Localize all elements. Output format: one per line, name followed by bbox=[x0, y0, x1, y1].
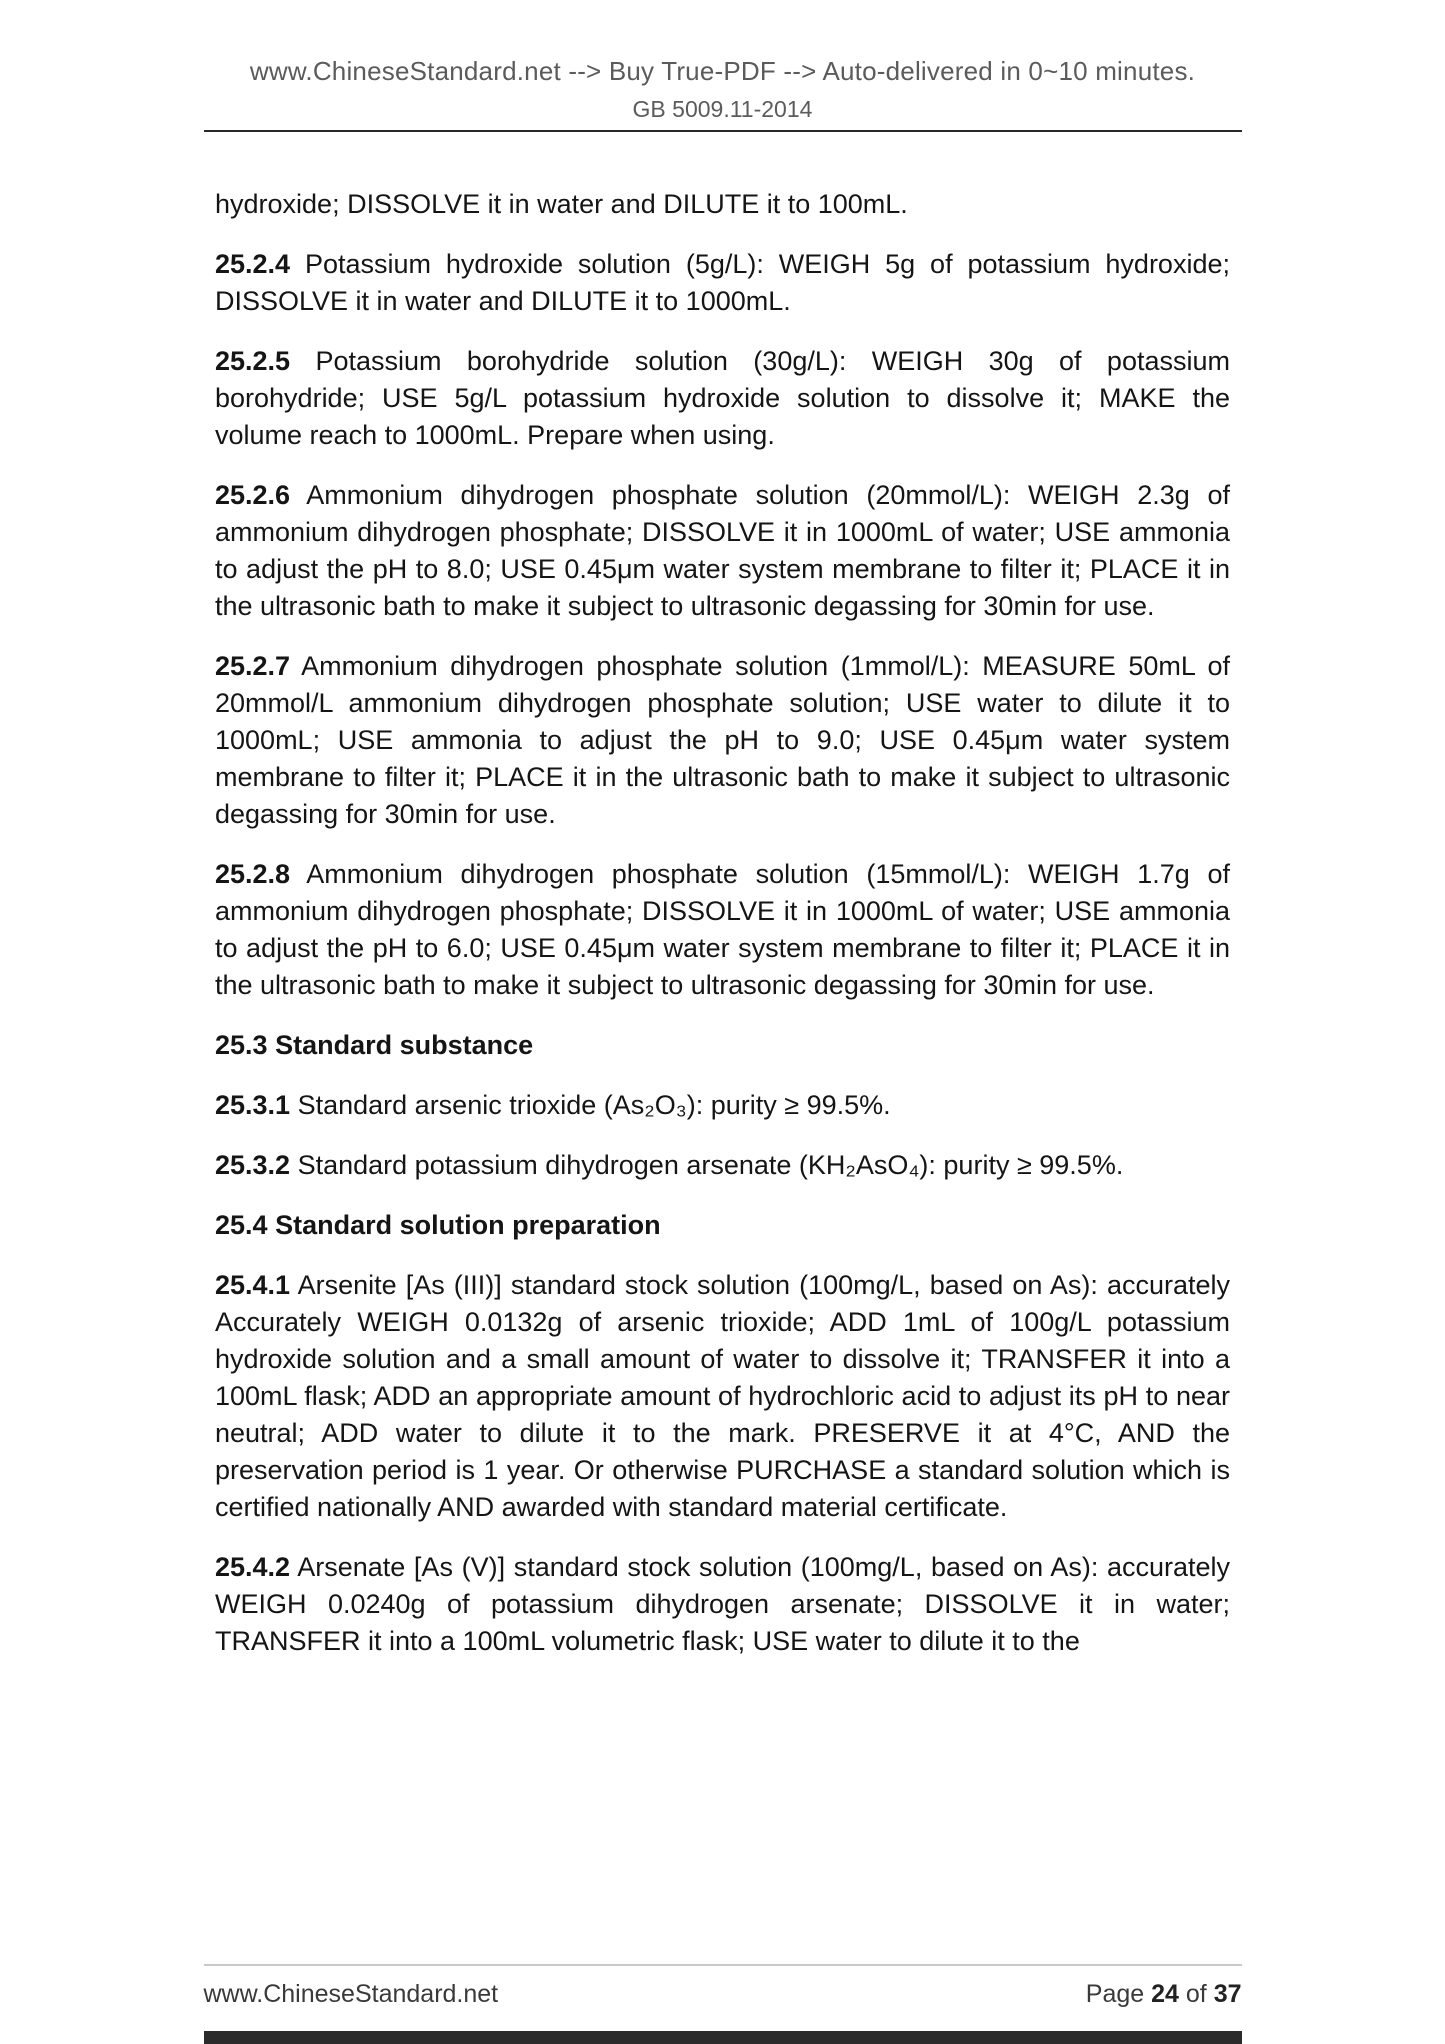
clause-number: 25.4 bbox=[215, 1210, 268, 1240]
heading-text: Standard substance bbox=[275, 1030, 534, 1060]
section-heading bbox=[215, 1027, 1230, 1064]
page-bottom-bar bbox=[204, 2031, 1242, 2044]
paragraph-text: Ammonium dihydrogen phosphate solution (15mmol/L): WEIGH 1.7g of ammonium dihydrogen phosphate; DISSOLVE it in 1000mL of water; USE ammonia to adjust the pH to 6.0; USE 0.45μm water system membrane to filter it; PLACE it in the ultrasonic bath to make it subject to ultrasonic degassing for 30min for use. bbox=[215, 859, 1230, 1000]
paragraph-text: Standard potassium dihydrogen arsenate (KH₂AsO₄): purity ≥ 99.5%. bbox=[297, 1150, 1124, 1180]
clause-number: 25.3 bbox=[215, 1030, 268, 1060]
paragraph bbox=[215, 1549, 1230, 1660]
paragraph bbox=[215, 246, 1230, 320]
paragraph-text: Arsenite [As (III)] standard stock solution (100mg/L, based on As): accurately Accurately WEIGH 0.0132g of arsenic trioxide; ADD 1mL of 100g/L potassium hydroxide solution and a small amount of water to dissolve it; TRANSFER it into a 100mL flask; ADD an appropriate amount of hydrochloric acid to adjust its pH to near neutral; ADD water to dilute it to the mark. PRESERVE it at 4°C, AND the preservation period is 1 year. Or otherwise PURCHASE a standard solution which is certified nationally AND awarded with standard material certificate. bbox=[215, 1270, 1230, 1522]
clause-number: 25.2.5 bbox=[215, 346, 291, 376]
page-header bbox=[0, 0, 1445, 132]
paragraph bbox=[215, 856, 1230, 1004]
footer-page-word: Page bbox=[1085, 1980, 1145, 2008]
clause-number: 25.3.1 bbox=[215, 1090, 291, 1120]
clause-number: 25.4.2 bbox=[215, 1552, 291, 1582]
paragraph bbox=[215, 477, 1230, 625]
clause-number: 25.2.7 bbox=[215, 651, 291, 681]
paragraph-text: Arsenate [As (V)] standard stock solution (100mg/L, based on As): accurately WEIGH 0.0240g of potassium dihydrogen arsenate; DISSOLVE it in water; TRANSFER it into a 100mL volumetric flask; USE water to dilute it to the bbox=[215, 1552, 1231, 1656]
footer-of-word: of bbox=[1185, 1980, 1207, 2008]
header-tagline: www.ChineseStandard.net --> Buy True-PDF --> Auto-delivered in 0~10 minutes. bbox=[249, 56, 1196, 86]
paragraph-text: hydroxide; DISSOLVE it in water and DILUTE it to 100mL. bbox=[215, 189, 908, 219]
clause-number: 25.2.6 bbox=[215, 480, 291, 510]
footer-page-indicator bbox=[1086, 1980, 1242, 2009]
clause-number: 25.2.4 bbox=[215, 249, 291, 279]
paragraph bbox=[215, 648, 1230, 833]
footer-page-total: 37 bbox=[1213, 1980, 1242, 2008]
footer-site-text: www.ChineseStandard.net bbox=[203, 1980, 499, 2008]
page-footer bbox=[0, 1964, 1445, 2044]
section-heading bbox=[215, 1207, 1230, 1244]
paragraph-text: Potassium borohydride solution (30g/L): WEIGH 30g of potassium borohydride; USE 5g/L potassium hydroxide solution to dissolve it; MAKE the volume reach to 1000mL. Prepare when using. bbox=[215, 346, 1230, 450]
footer-page-current: 24 bbox=[1151, 1980, 1179, 2008]
paragraph-text: Ammonium dihydrogen phosphate solution (20mmol/L): WEIGH 2.3g of ammonium dihydrogen phosphate; DISSOLVE it in 1000mL of water; USE ammonia to adjust the pH to 8.0; USE 0.45μm water system membrane to filter it; PLACE it in the ultrasonic bath to make it subject to ultrasonic degassing for 30min for use. bbox=[215, 480, 1230, 621]
paragraph-text: Standard arsenic trioxide (As₂O₃): purity ≥ 99.5%. bbox=[297, 1090, 891, 1120]
heading-text: Standard solution preparation bbox=[275, 1210, 661, 1240]
paragraph-text: Potassium hydroxide solution (5g/L): WEIGH 5g of potassium hydroxide; DISSOLVE it in water and DILUTE it to 1000mL. bbox=[215, 249, 1230, 316]
paragraph bbox=[215, 343, 1230, 454]
paragraph bbox=[215, 1087, 1230, 1124]
header-doc-id: GB 5009.11-2014 bbox=[632, 96, 813, 122]
paragraph bbox=[215, 1267, 1230, 1526]
clause-number: 25.2.8 bbox=[215, 859, 291, 889]
clause-number: 25.4.1 bbox=[215, 1270, 291, 1300]
footer-row bbox=[204, 1966, 1242, 2031]
paragraph bbox=[215, 1147, 1230, 1184]
paragraph bbox=[215, 186, 1230, 223]
paragraph-text: Ammonium dihydrogen phosphate solution (1mmol/L): MEASURE 50mL of 20mmol/L ammonium dihydrogen phosphate solution; USE water to dilute it to 1000mL; USE ammonia to adjust the pH to 9.0; USE 0.45μm water system membrane to filter it; PLACE it in the ultrasonic bath to make it subject to ultrasonic degassing for 30min for use. bbox=[215, 651, 1230, 829]
document-body bbox=[215, 132, 1230, 1660]
clause-number: 25.3.2 bbox=[215, 1150, 291, 1180]
